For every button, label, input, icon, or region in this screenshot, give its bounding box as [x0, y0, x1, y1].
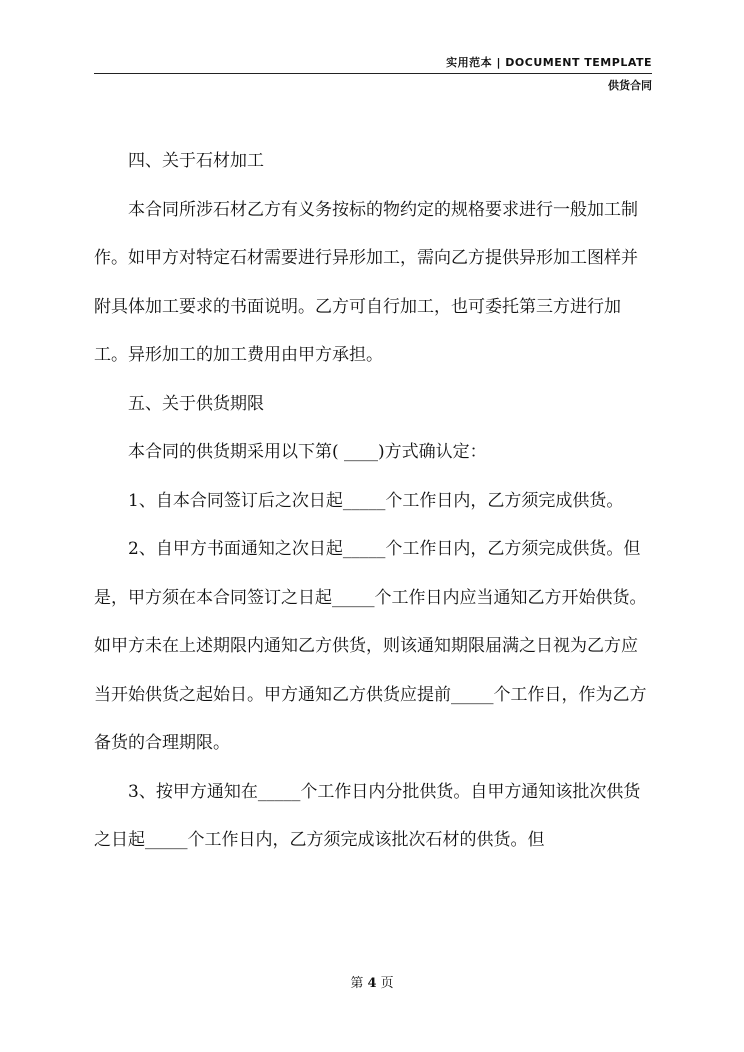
paragraph: 3、按甲方通知在_____个工作日内分批供货。自甲方通知该批次供货之日起_____个工作日内，乙方须完成该批次石材的供货。但: [94, 781, 641, 850]
paragraph: 1、自本合同签订后之次日起_____个工作日内，乙方须完成供货。: [128, 490, 624, 511]
paragraph: 本合同所涉石材乙方有义务按标的物约定的规格要求进行一般加工制作。如甲方对特定石材需要进行异形加工，需向乙方提供异形加工图样并附具体加工要求的书面说明。乙方可自行加工，也可委托第三方进行加工。异形加工的加工费用由甲方承担。: [94, 199, 638, 365]
header-title: 实用范本 | DOCUMENT TEMPLATE: [446, 56, 652, 69]
page-footer: [0, 972, 744, 991]
section-heading: 五、关于供货期限: [128, 393, 264, 414]
page-number-prefix: 第: [350, 976, 364, 991]
page-header: [94, 54, 652, 93]
paragraph: 本合同的供货期采用以下第( ____)方式确认定：: [128, 442, 487, 462]
header-subtitle: 供货合同: [608, 79, 652, 92]
paragraph: 2、自甲方书面通知之次日起_____个工作日内，乙方须完成供货。但是，甲方须在本合同签订之日起_____个工作日内应当通知乙方开始供货。如甲方未在上述期限内通知乙方供货，则该通知期限届满之日视为乙方应当开始供货之起始日。甲方通知乙方供货应提前_____个工作日，作为乙方备货的合理期限。: [94, 539, 647, 753]
page-number: 4: [367, 976, 377, 991]
document-body: [94, 137, 652, 865]
section-heading: 四、关于石材加工: [128, 151, 264, 171]
page-number-suffix: 页: [380, 976, 394, 991]
